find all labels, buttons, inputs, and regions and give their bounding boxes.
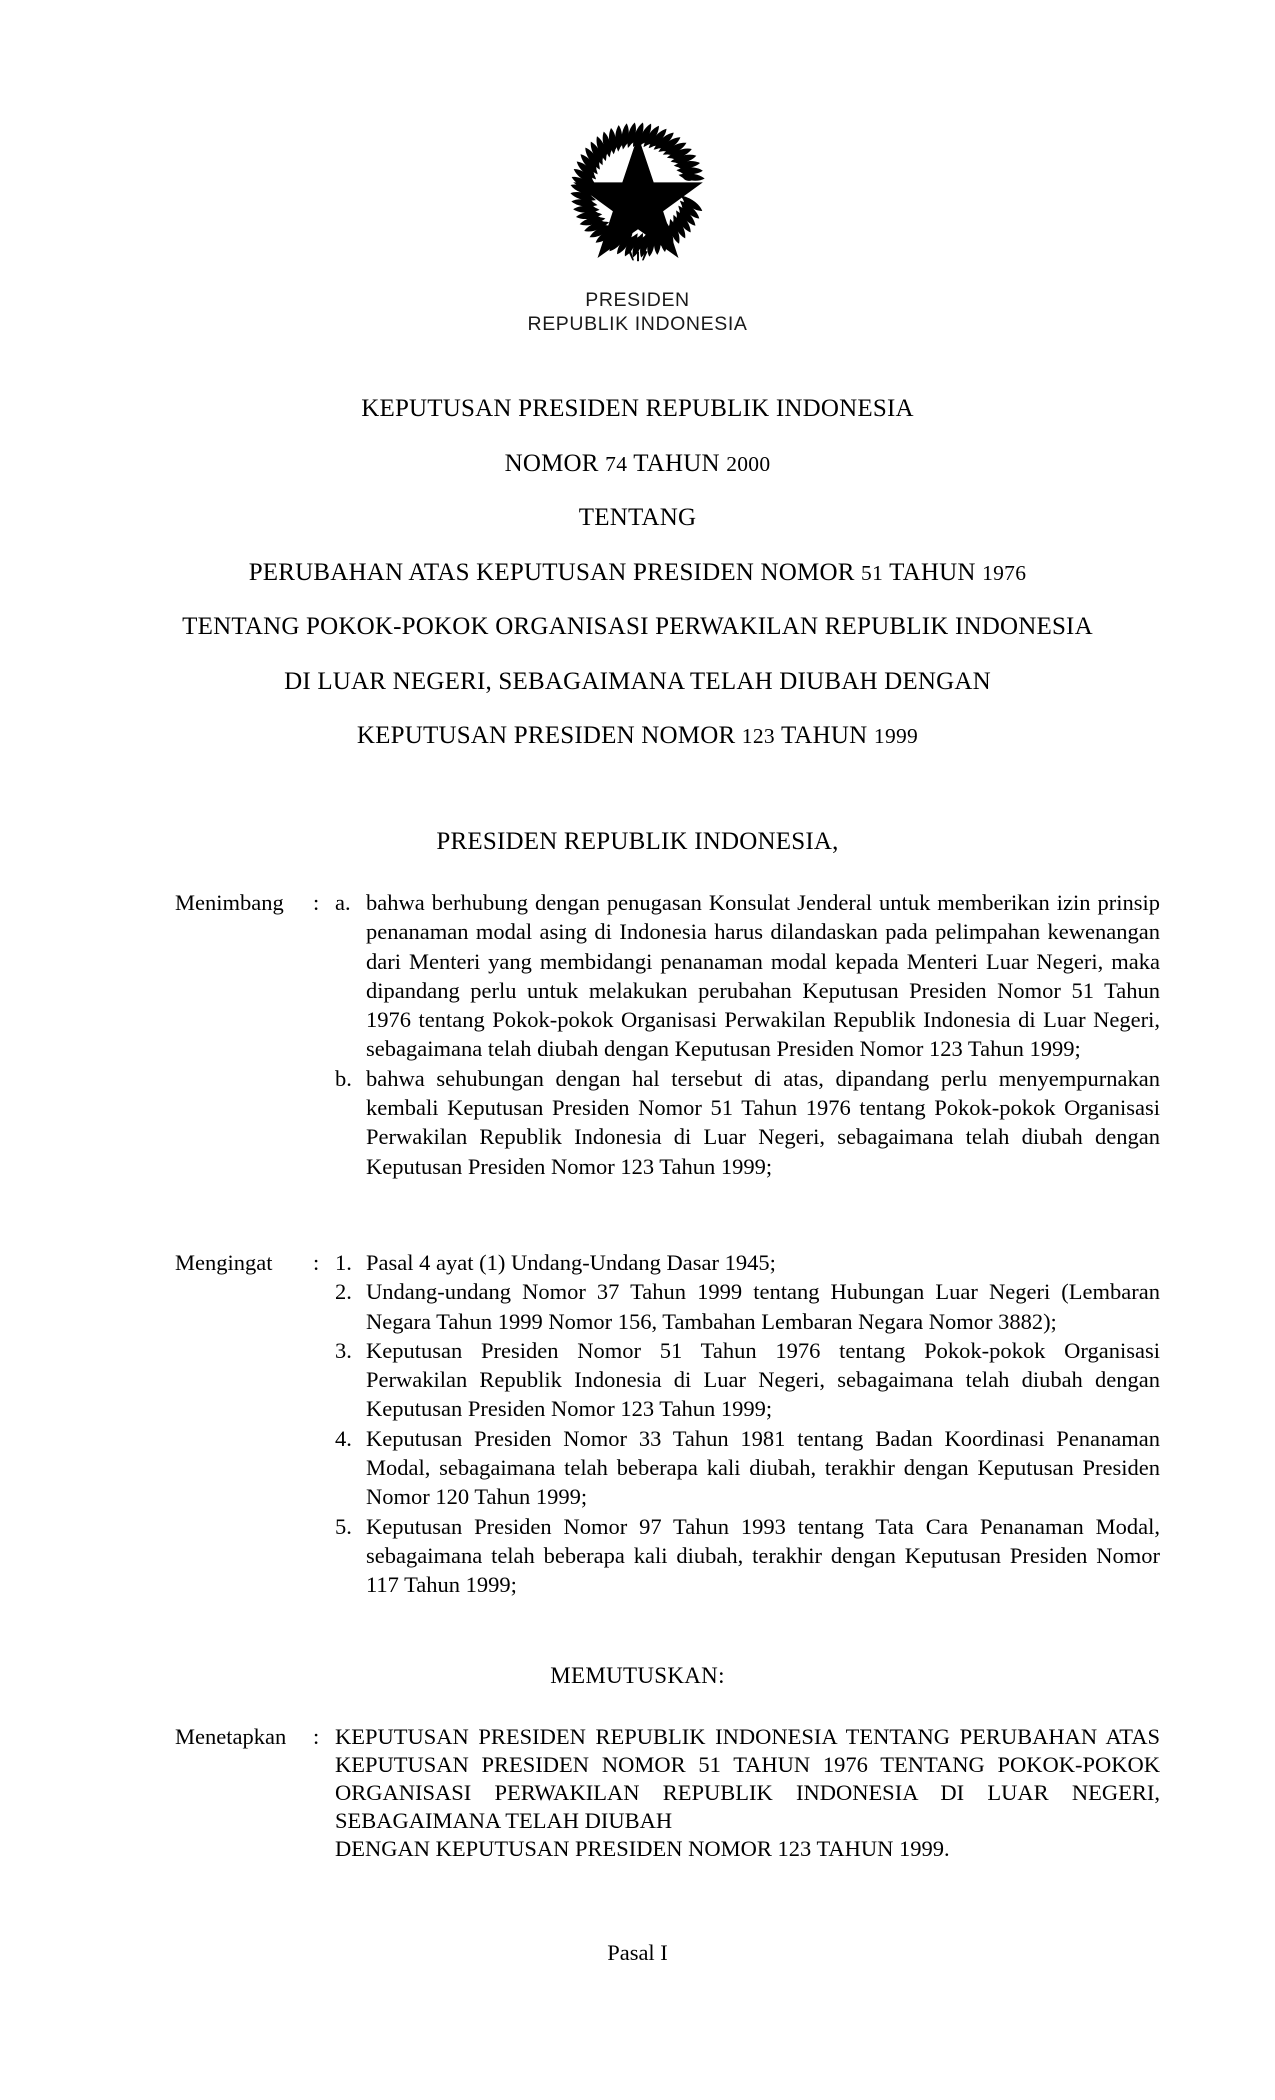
item-text: bahwa sehubungan dengan hal tersebut di atas, dipandang perlu menyempurnakan kembali Keputusan Presiden Nomor 51 Tahun 1976 tentang Pokok-pokok Organisasi Perwakilan Republik Indonesia di Luar Negeri, sebagaimana telah diubah dengan Keputusan Presiden Nomor 123 Tahun 1999; [366, 1065, 1160, 1179]
mengingat-colon: : [313, 1250, 320, 1275]
title-line-2-mid: TAHUN [627, 449, 727, 477]
menimbang-clause [175, 888, 1160, 1181]
list-item [335, 1248, 1160, 1277]
garuda-star-wreath-emblem [553, 110, 723, 270]
item-text: Pasal 4 ayat (1) Undang-Undang Dasar 1945; [366, 1250, 776, 1275]
emblem-caption-line-1: PRESIDEN [585, 289, 690, 311]
list-item [335, 1064, 1160, 1181]
emblem-caption [0, 288, 1275, 336]
emblem-caption-line-2: REPUBLIK INDONESIA [527, 313, 748, 335]
item-text: Undang-undang Nomor 37 Tahun 1999 tentang Hubungan Luar Negeri (Lembaran Negara Tahun 1999 Nomor 156, Tambahan Lembaran Negara Nomor 3882); [366, 1279, 1160, 1334]
title-line-2-number [0, 437, 1275, 492]
menetapkan-clause [175, 1723, 1160, 1863]
menetapkan-colon: : [313, 1724, 320, 1749]
item-marker: a. [335, 890, 351, 915]
prior-amendment-number: 123 [741, 724, 775, 748]
menimbang-label: Menimbang [175, 890, 284, 915]
menimbang-section [175, 888, 1160, 1181]
amended-decree-year: 1976 [982, 560, 1027, 585]
mengingat-clause [175, 1248, 1160, 1600]
list-item [335, 1424, 1160, 1512]
list-item [335, 1277, 1160, 1336]
article-heading: Pasal I [607, 1940, 668, 1965]
menimbang-colon: : [313, 890, 320, 915]
enacting-clause: PRESIDEN REPUBLIK INDONESIA, [436, 828, 839, 855]
prior-amendment-year: 1999 [873, 724, 919, 748]
list-item [335, 888, 1160, 1064]
mengingat-items [335, 1248, 1160, 1600]
menetapkan-label: Menetapkan [175, 1724, 287, 1749]
title-line-4-prefix: PERUBAHAN ATAS KEPUTUSAN PRESIDEN NOMOR [248, 558, 862, 586]
title-line-6: DI LUAR NEGERI, SEBAGAIMANA TELAH DIUBAH DENGAN [284, 667, 991, 695]
item-marker: 2. [335, 1279, 352, 1305]
title-line-5: TENTANG POKOK-POKOK ORGANISASI PERWAKILAN REPUBLIK INDONESIA [182, 613, 1093, 640]
title-line-4 [0, 546, 1275, 601]
mengingat-label: Mengingat [175, 1250, 273, 1275]
menetapkan-text-body: KEPUTUSAN PRESIDEN REPUBLIK INDONESIA TENTANG PERUBAHAN ATAS KEPUTUSAN PRESIDEN NOMOR 51 TAHUN 1976 TENTANG POKOK-POKOK ORGANISASI PERWAKILAN REPUBLIK INDONESIA DI LUAR NEGERI, SEBAGAIMANA TELAH DIUBAH [335, 1724, 1160, 1833]
decree-number: 74 [605, 451, 628, 476]
item-marker: 5. [335, 1513, 352, 1539]
title-line-7-prefix: KEPUTUSAN PRESIDEN NOMOR [356, 722, 742, 749]
menetapkan-text [335, 1723, 1160, 1863]
title-line-7 [0, 709, 1275, 764]
item-text: bahwa berhubung dengan penugasan Konsulat Jenderal untuk memberikan izin prinsip penanaman modal asing di Indonesia harus dilandaskan pada pelimpahan kewenangan dari Menteri yang membidangi penanaman modal kepada Menteri Luar Negeri, maka dipandang perlu untuk melakukan perubahan Keputusan Presiden Nomor 51 Tahun 1976 tentang Pokok-pokok Organisasi Perwakilan Republik Indonesia di Luar Negeri, sebagaimana telah diubah dengan Keputusan Presiden Nomor 123 Tahun 1999; [366, 890, 1160, 1062]
item-marker: 3. [335, 1337, 352, 1363]
amended-decree-number: 51 [861, 560, 884, 585]
list-item [335, 1512, 1160, 1600]
item-marker: b. [335, 1065, 352, 1091]
decree-year: 2000 [726, 451, 771, 476]
title-line-3-tentang: TENTANG [578, 504, 697, 531]
item-text: Keputusan Presiden Nomor 97 Tahun 1993 tentang Tata Cara Penanaman Modal, sebagaimana telah beberapa kali diubah, terakhir dengan Keputusan Presiden Nomor 117 Tahun 1999; [366, 1513, 1160, 1598]
item-text: Keputusan Presiden Nomor 51 Tahun 1976 tentang Pokok-pokok Organisasi Perwakilan Republik Indonesia di Luar Negeri, sebagaimana telah diubah dengan Keputusan Presiden Nomor 123 Tahun 1999; [366, 1337, 1160, 1422]
menetapkan-section [175, 1723, 1160, 1863]
title-line-4-mid: TAHUN [883, 558, 983, 586]
document-title-block [0, 382, 1275, 764]
item-text: Keputusan Presiden Nomor 33 Tahun 1981 tentang Badan Koordinasi Penanaman Modal, sebagaimana telah beberapa kali diubah, terakhir dengan Keputusan Presiden Nomor 120 Tahun 1999; [366, 1425, 1160, 1510]
title-line-7-mid: TAHUN [774, 722, 874, 749]
item-marker: 1. [335, 1250, 352, 1275]
title-line-1: KEPUTUSAN PRESIDEN REPUBLIK INDONESIA [361, 395, 914, 422]
menetapkan-text-last-line: DENGAN KEPUTUSAN PRESIDEN NOMOR 123 TAHUN 1999. [335, 1836, 950, 1861]
list-item [335, 1336, 1160, 1424]
mengingat-section [175, 1248, 1160, 1600]
item-marker: 4. [335, 1425, 352, 1451]
menimbang-items [335, 888, 1160, 1181]
memutuskan-heading: MEMUTUSKAN: [550, 1663, 725, 1688]
emblem-block [0, 110, 1275, 275]
title-line-2-prefix: NOMOR [504, 449, 606, 477]
